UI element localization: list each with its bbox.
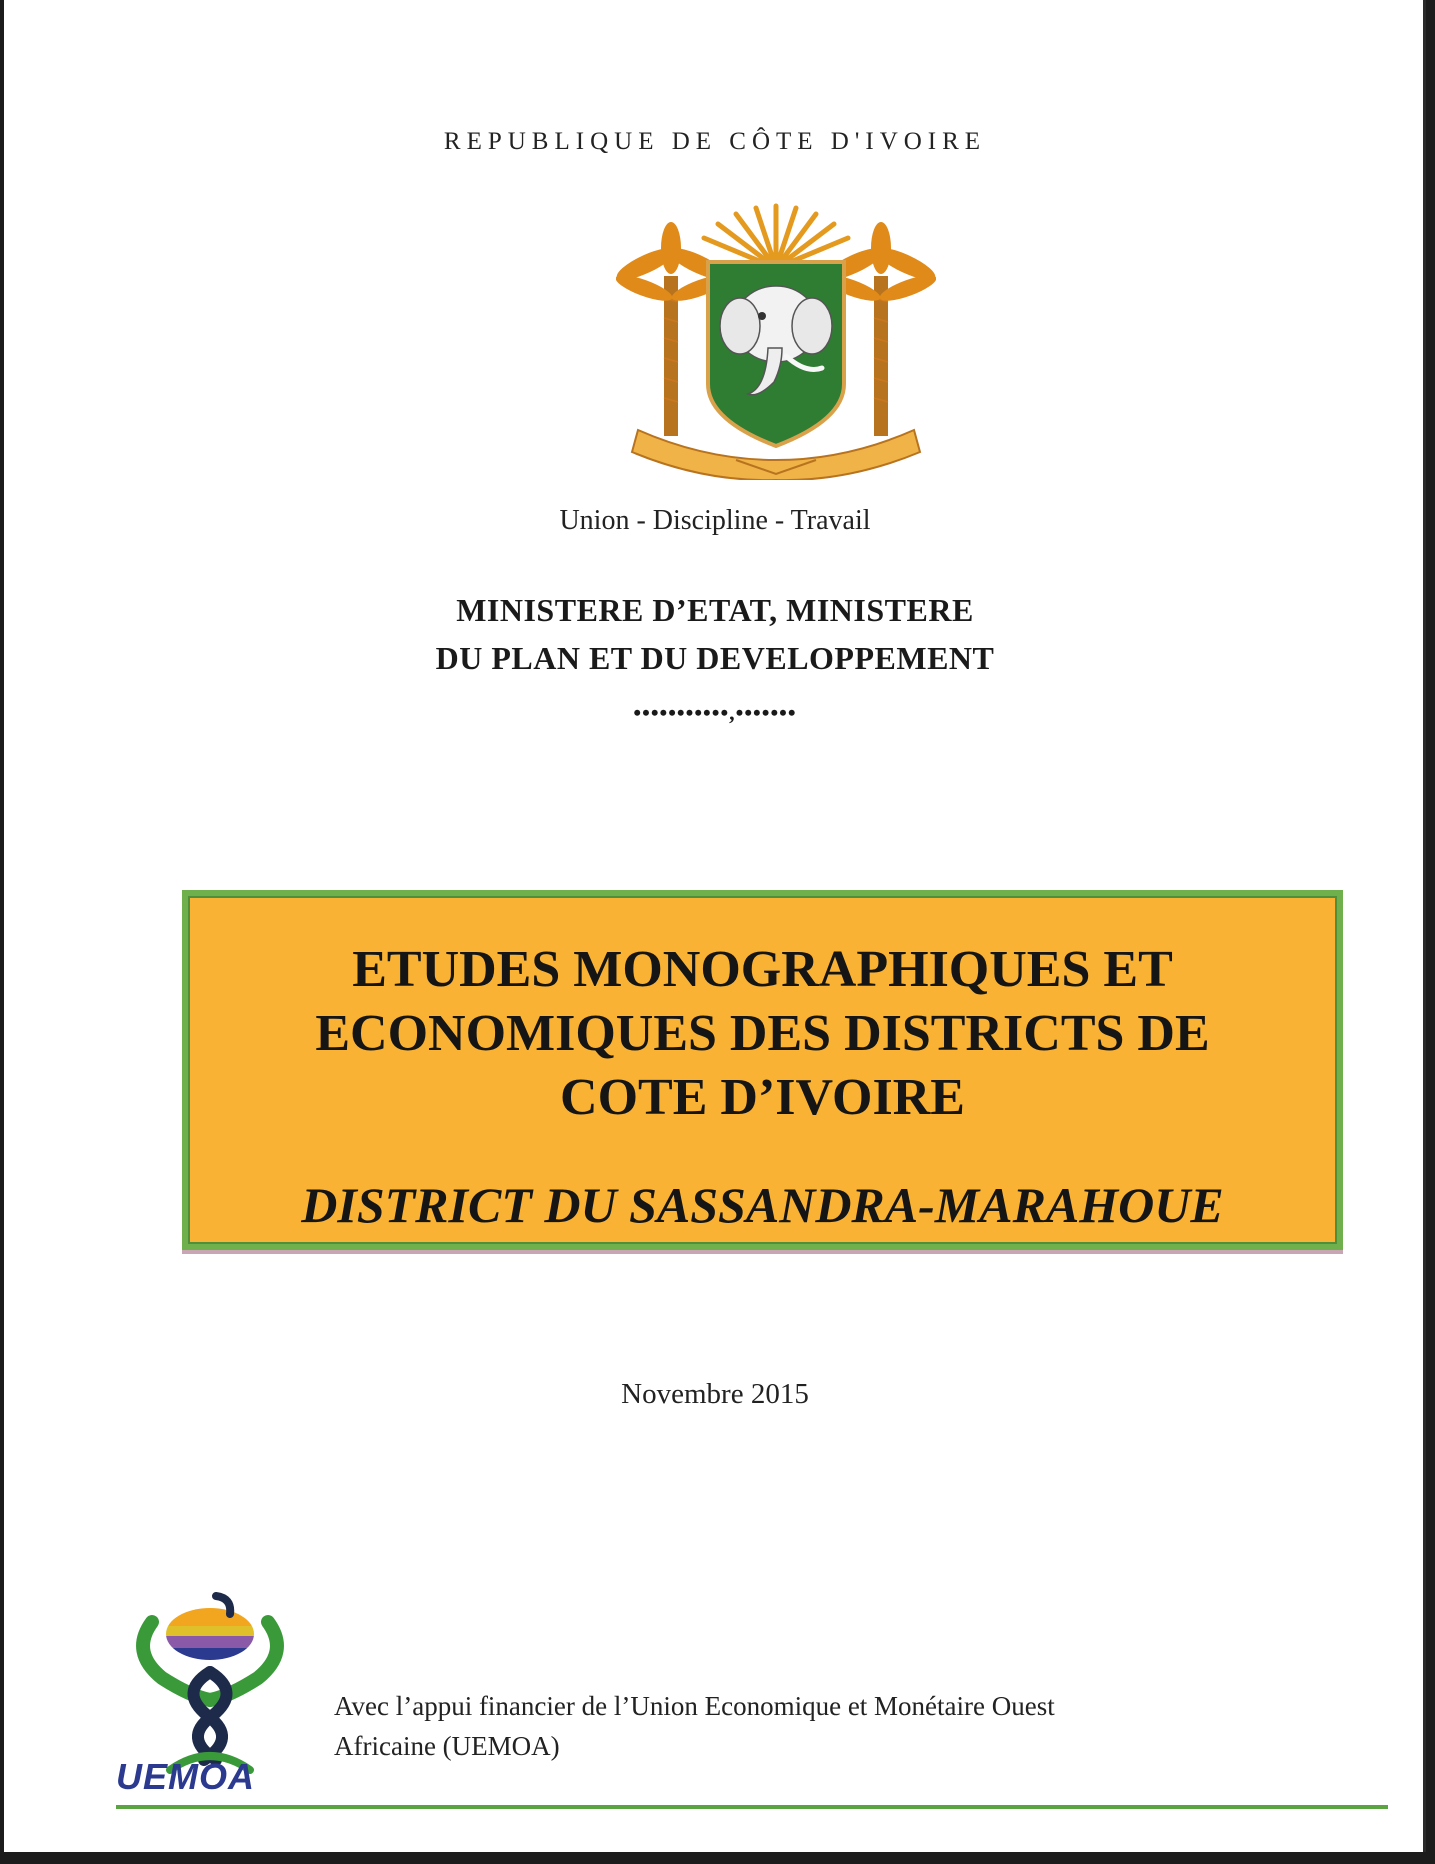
ministry-line-2: DU PLAN ET DU DEVELOPPEMENT [435, 640, 995, 676]
title-line-3: COTE D’IVOIRE [560, 1069, 965, 1126]
page-edge [1423, 0, 1426, 1852]
national-motto: Union - Discipline - Travail [559, 505, 871, 536]
funding-statement [334, 1686, 1214, 1766]
separator-dots: •••••••••••,••••••• [633, 700, 797, 725]
document-page [4, 0, 1426, 1852]
title-box [182, 890, 1343, 1250]
country-heading: REPUBLIQUE DE CÔTE D'IVOIRE [443, 128, 987, 155]
title-line-1: ETUDES MONOGRAPHIQUES ET [352, 941, 1173, 998]
publication-date: Novembre 2015 [621, 1378, 809, 1410]
bottom-divider [116, 1805, 1388, 1809]
ministry-line-1: MINISTERE D’ETAT, MINISTERE [456, 592, 974, 628]
funding-line-2: Africaine (UEMOA) [334, 1731, 560, 1761]
uemoa-logo-text: UEMOA [116, 1756, 255, 1797]
ministry-name [4, 586, 1426, 682]
title-line-2: ECONOMIQUES DES DISTRICTS DE [315, 1005, 1210, 1062]
funding-line-1: Avec l’appui financier de l’Union Economique et Monétaire Ouest [334, 1691, 1055, 1721]
coat-of-arms-icon [616, 198, 936, 480]
district-subtitle: DISTRICT DU SASSANDRA-MARAHOUE [301, 1177, 1224, 1233]
document-title [188, 938, 1337, 1130]
